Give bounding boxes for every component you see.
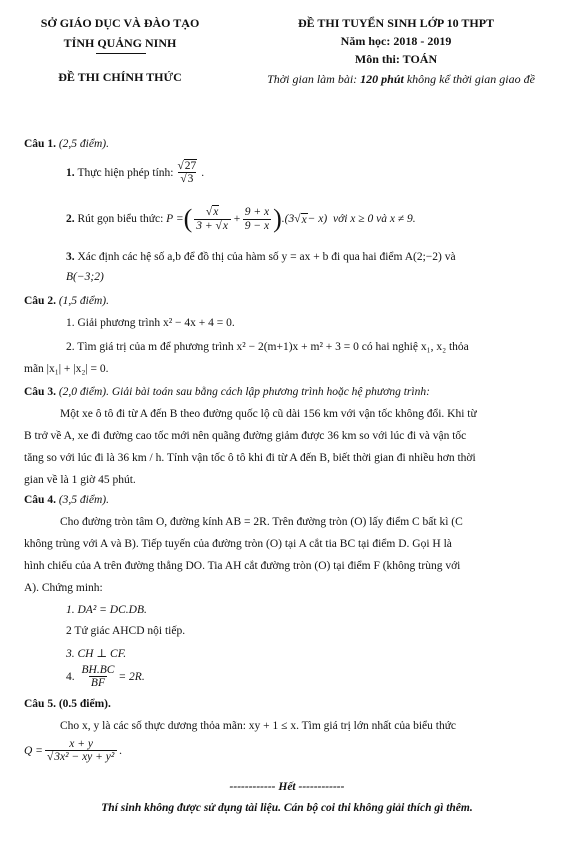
q2-title: Câu 2. <box>24 295 56 307</box>
q1-p3-text: Xác định các hệ số a,b để đồ thị của hàm số y = ax + b đi qua hai điểm A(2;−2) và <box>77 251 456 263</box>
q2-part2: 2. Tìm giá trị của m để phương trình x² − 2(m+1)x + m² + 3 = 0 có hai nghiệ x₁, x₂ thỏa <box>66 341 469 353</box>
duration-post: không kể thời gian giao đề <box>403 72 535 86</box>
q5-num: x + y <box>69 738 94 750</box>
q2-points: (1,5 điểm). <box>58 295 109 307</box>
q4-line4: A). Chứng minh: <box>24 582 103 594</box>
q3-line1: Một xe ô tô đi từ A đến B theo đường quốc lộ cũ dài 156 km với vận tốc không đổi. Khi từ <box>60 408 477 420</box>
q1-part3 <box>66 251 546 263</box>
q4-c4-rhs: = 2R. <box>118 670 145 683</box>
q4-claim4 <box>66 664 145 689</box>
duration-pre: Thời gian làm bài: <box>267 72 361 86</box>
q5-line1: Cho x, y là các số thực dương thỏa mãn: xy + 1 ≤ x. Tìm giá trị lớn nhất của biểu thức <box>60 720 457 732</box>
q1-p2-text: Rút gọn biểu thức: <box>77 213 164 225</box>
q1-p3-text2: B(−3;2) <box>66 271 104 283</box>
q2-part2-cont: mãn |x₁| + |x₂| = 0. <box>24 363 109 375</box>
q4-c4-den: BF <box>90 677 105 690</box>
q1-part3-cont <box>66 271 104 283</box>
q3-intro: (2,0 điểm). Giải bài toán sau bằng cách lập phương trình hoặc hệ phương trình: <box>58 386 430 398</box>
end-marker: ------------ Hết ------------ <box>229 781 345 793</box>
q2-heading <box>24 295 109 307</box>
q4-claim3: 3. CH ⊥ CF. <box>66 648 127 660</box>
q1-p2-label: 2. <box>66 213 75 225</box>
header-duration <box>246 72 556 87</box>
q5-heading <box>24 698 111 710</box>
q4-claim1: 1. DA² = DC.DB. <box>66 604 147 616</box>
q4-line1: Cho đường tròn tâm O, đường kính AB = 2R. Trên đường tròn (O) lấy điểm C bất kì (C <box>60 516 463 528</box>
q3-heading <box>24 386 430 398</box>
q3-line2: B trở về A, xe đi đường cao tốc mới nên quãng đường giảm được 36 km so với lúc đi và vận tốc <box>24 430 467 442</box>
q1-heading <box>24 138 109 150</box>
q1-p1-num: 27 <box>184 160 197 172</box>
q4-claim2: 2 Tứ giác AHCD nội tiếp. <box>66 625 186 637</box>
q2-part1: 1. Giải phương trình x² − 4x + 4 = 0. <box>66 317 235 329</box>
q5-den: 3x² − xy + y² <box>54 751 115 764</box>
q1-part2 <box>66 206 416 232</box>
footer-note: Thí sinh không được sử dụng tài liệu. Cán bộ coi thi không giải thích gì thêm. <box>101 802 473 814</box>
q4-c4-label: 4. <box>66 670 75 683</box>
q1-p3-label: 3. <box>66 251 75 263</box>
q5-title: Câu 5. <box>24 698 56 710</box>
q4-line2: không trùng với A và B). Tiếp tuyến của đường tròn (O) tại A cắt tia BC tại điểm D. Gọi H là <box>24 538 452 550</box>
q5-points: (0.5 điểm). <box>58 698 111 710</box>
header-school-year: Năm học: 2018 - 2019 <box>340 34 452 48</box>
header-exam-title: ĐỀ THI TUYỂN SINH LỚP 10 THPT <box>297 16 495 30</box>
q4-title: Câu 4. <box>24 494 56 506</box>
q5-q-lhs: Q = <box>24 744 43 757</box>
q1-p1-fraction: $\frac{√27}{√3}$ <box>177 160 197 186</box>
header-department: SỞ GIÁO DỤC VÀ ĐÀO TẠO <box>40 16 200 30</box>
q4-c4-num: BH.BC <box>81 664 115 676</box>
q4-heading <box>24 494 109 506</box>
q1-p2-expression: P = ( $\frac{√x}{3 + √x}$ + $\frac{9 + x}{9 - x}$ ) .(3√ x − x) <box>166 204 328 233</box>
q5-fraction: $\frac{x + y}{\text{√3x² − xy + y²}}$ <box>45 738 117 763</box>
q4-c4-fraction <box>80 664 117 689</box>
q1-points: (2,5 điểm). <box>58 138 109 150</box>
q1-p1-text: Thực hiện phép tính: <box>77 166 174 179</box>
header-province: TỈNH QUẢNG NINH <box>63 36 177 50</box>
header-official-label: ĐỀ THI CHÍNH THỨC <box>58 70 182 84</box>
header-left-underline <box>96 53 146 54</box>
q1-title: Câu 1. <box>24 138 56 150</box>
header-subject: Môn thi: TOÁN <box>354 52 438 66</box>
q1-p1-den: 3 <box>187 173 194 186</box>
q4-points: (3,5 điểm). <box>58 494 109 506</box>
q4-line3: hình chiếu của A trên đường thẳng DO. Tia AH cắt đường tròn (O) tại điểm F (không trùng với <box>24 560 461 572</box>
q3-line4: gian về là 1 giờ 45 phút. <box>24 474 136 486</box>
q5-expression: Q = $\frac{x + y}{\text{√3x² − xy + y²}}$ . <box>24 738 123 764</box>
duration-bold: 120 phút <box>360 72 404 86</box>
q3-title: Câu 3. <box>24 386 56 398</box>
q3-line3: tăng so với lúc đi là 36 km / h. Tính vận tốc ô tô khi đi từ A đến B, biết thời gian đi nhiều hơn thời <box>24 452 476 464</box>
q1-p1-label: 1. <box>66 166 75 179</box>
q1-part1: 1. Thực hiện phép tính: $\frac{√27}{√3}$ . <box>66 160 205 186</box>
q1-p2-condition: với x ≥ 0 và x ≠ 9. <box>333 213 416 225</box>
